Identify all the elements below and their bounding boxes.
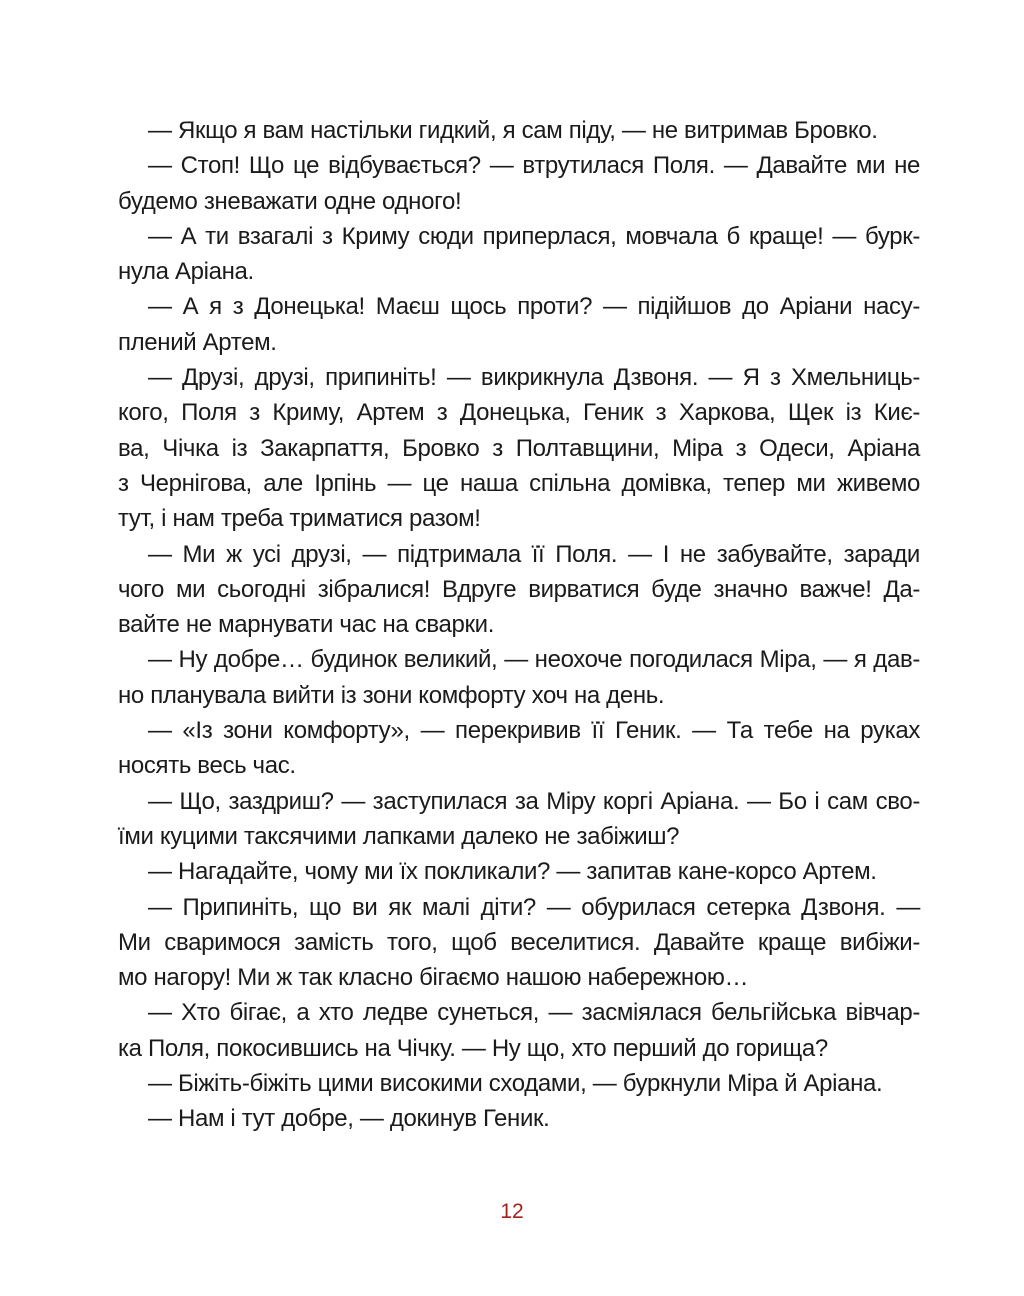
text-line: — Друзі, друзі, припиніть! — викрикнула Дзвоня. — Я з Хмельниць- bbox=[148, 364, 920, 392]
text-line: — А я з Донецька! Маєш щось проти? — підійшов до Аріани насу- bbox=[148, 293, 920, 321]
text-line: ва, Чічка із Закарпаття, Бровко з Полтавщини, Міра з Одеси, Аріана bbox=[118, 434, 920, 462]
text-line: нула Аріана. bbox=[118, 258, 254, 286]
text-line: — Що, заздриш? — заступилася за Міру коргі Аріана. — Бо і сам сво- bbox=[148, 787, 920, 815]
text-line: — Ну добре… будинок великий, — неохоче погодилася Міра, — я дав- bbox=[148, 646, 920, 674]
text-line: — Ми ж усі друзі, — підтримала її Поля. — І не забувайте, заради bbox=[148, 540, 920, 568]
text-line: тут, і нам треба триматися разом! bbox=[118, 505, 481, 533]
text-line: но планувала вийти із зони комфорту хоч на день. bbox=[118, 681, 665, 709]
text-line: вайте не марнувати час на сварки. bbox=[118, 611, 495, 639]
text-line: — Якщо я вам настільки гидкий, я сам піду, — не витримав Бровко. bbox=[148, 117, 878, 144]
text-line: мо нагору! Ми ж так класно бігаємо нашою набережною… bbox=[118, 964, 749, 992]
text-line: кого, Поля з Криму, Артем з Донецька, Геник з Харкова, Щек із Киє- bbox=[118, 399, 920, 427]
text-line: чого ми сьогодні зібралися! Вдруге вирватися буде значно важче! Да- bbox=[118, 575, 920, 603]
text-line: — Стоп! Що це відбувається? — втрутилася Поля. — Давайте ми не bbox=[148, 152, 920, 180]
page-number: 12 bbox=[500, 1200, 524, 1223]
text-line: Ми сваримося замість того, щоб веселитися. Давайте краще вибіжи- bbox=[118, 928, 920, 956]
text-line: будемо зневажати одне одного! bbox=[118, 187, 462, 215]
text-line: плений Артем. bbox=[118, 328, 277, 356]
text-line: — А ти взагалі з Криму сюди приперлася, мовчала б краще! — бурк- bbox=[148, 222, 920, 250]
text-line: — Нам і тут добре, — докинув Геник. bbox=[148, 1105, 550, 1133]
text-line: — «Із зони комфорту», — перекривив її Геник. — Та тебе на руках bbox=[148, 717, 920, 745]
text-line: — Нагадайте, чому ми їх покликали? — запитав кане-корсо Артем. bbox=[148, 858, 877, 886]
text-line: — Хто бігає, а хто ледве сунеться, — засміялася бельгійська вівчар- bbox=[148, 999, 920, 1027]
text-line: їми куцими таксячими лапками далеко не забіжиш? bbox=[118, 822, 680, 850]
text-line: ка Поля, покосившись на Чічку. — Ну що, хто перший до горища? bbox=[118, 1034, 828, 1062]
page-body-text bbox=[118, 113, 920, 1137]
text-line: носять весь час. bbox=[118, 752, 296, 780]
text-line: з Чернігова, але Ірпінь — це наша спільна домівка, тепер ми живемо bbox=[118, 469, 920, 497]
text-line: — Припиніть, що ви як малі діти? — обурилася сетерка Дзвоня. — bbox=[148, 893, 920, 921]
text-line: — Біжіть-біжіть цими високими сходами, — буркнули Міра й Аріана. bbox=[148, 1070, 883, 1098]
